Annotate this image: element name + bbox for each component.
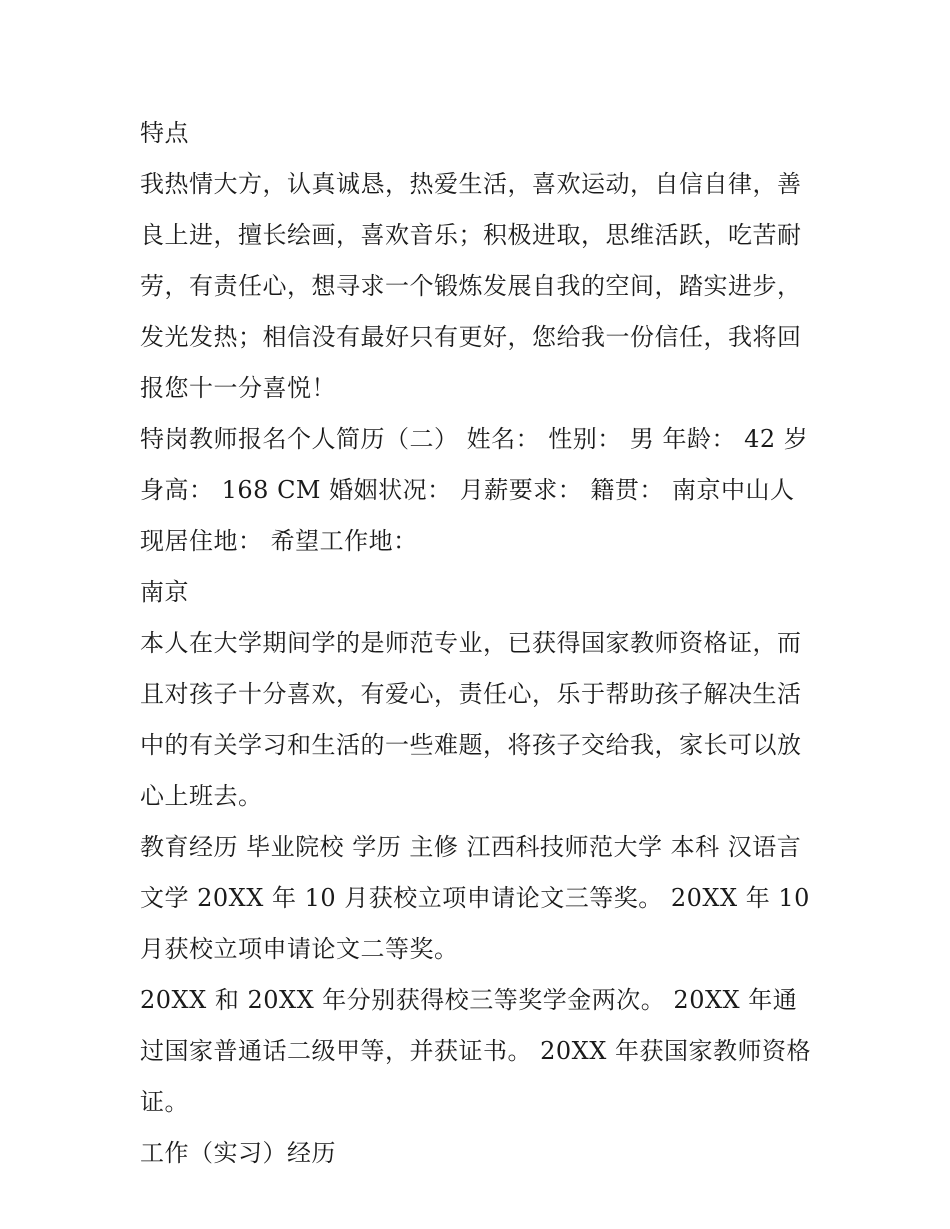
paragraph-self-description: 我热情大方，认真诚恳，热爱生活，喜欢运动，自信自律，善良上进，擅长绘画，喜欢音乐；积极进取，思维活跃，吃苦耐劳，有责任心，想寻求一个锻炼发展自我的空间，踏实进步，发光发热；相信没有最好只有更好，您给我一份信任，我将回报您十一分喜悦！ (140, 170, 802, 402)
paragraph-awards: 20XX 和 20XX 年分别获得校三等奖学金两次。 20XX 年通过国家普通话二级甲等，并获证书。 20XX 年获国家教师资格证。 (140, 986, 811, 1116)
paragraph-personal-info: 特岗教师报名个人简历（二） 姓名： 性别： 男 年龄： 42 岁身高： 168 CM 婚姻状况： 月薪要求： 籍贯： 南京中山人 现居住地： 希望工作地： (140, 425, 809, 555)
document-page (140, 108, 820, 1179)
paragraph-education: 教育经历 毕业院校 学历 主修 江西科技师范大学 本科 汉语言文学 20XX 年 10 月获校立项申请论文三等奖。 20XX 年 10 月获校立项申请论文二等奖。 (140, 833, 810, 963)
section-heading-work-experience: 工作（实习）经历 (140, 1139, 336, 1167)
paragraph-location: 南京 (140, 578, 189, 606)
paragraph-self-introduction: 本人在大学期间学的是师范专业，已获得国家教师资格证，而且对孩子十分喜欢，有爱心，责任心，乐于帮助孩子解决生活中的有关学习和生活的一些难题，将孩子交给我，家长可以放心上班去。 (140, 629, 802, 810)
section-heading-traits: 特点 (140, 119, 189, 147)
